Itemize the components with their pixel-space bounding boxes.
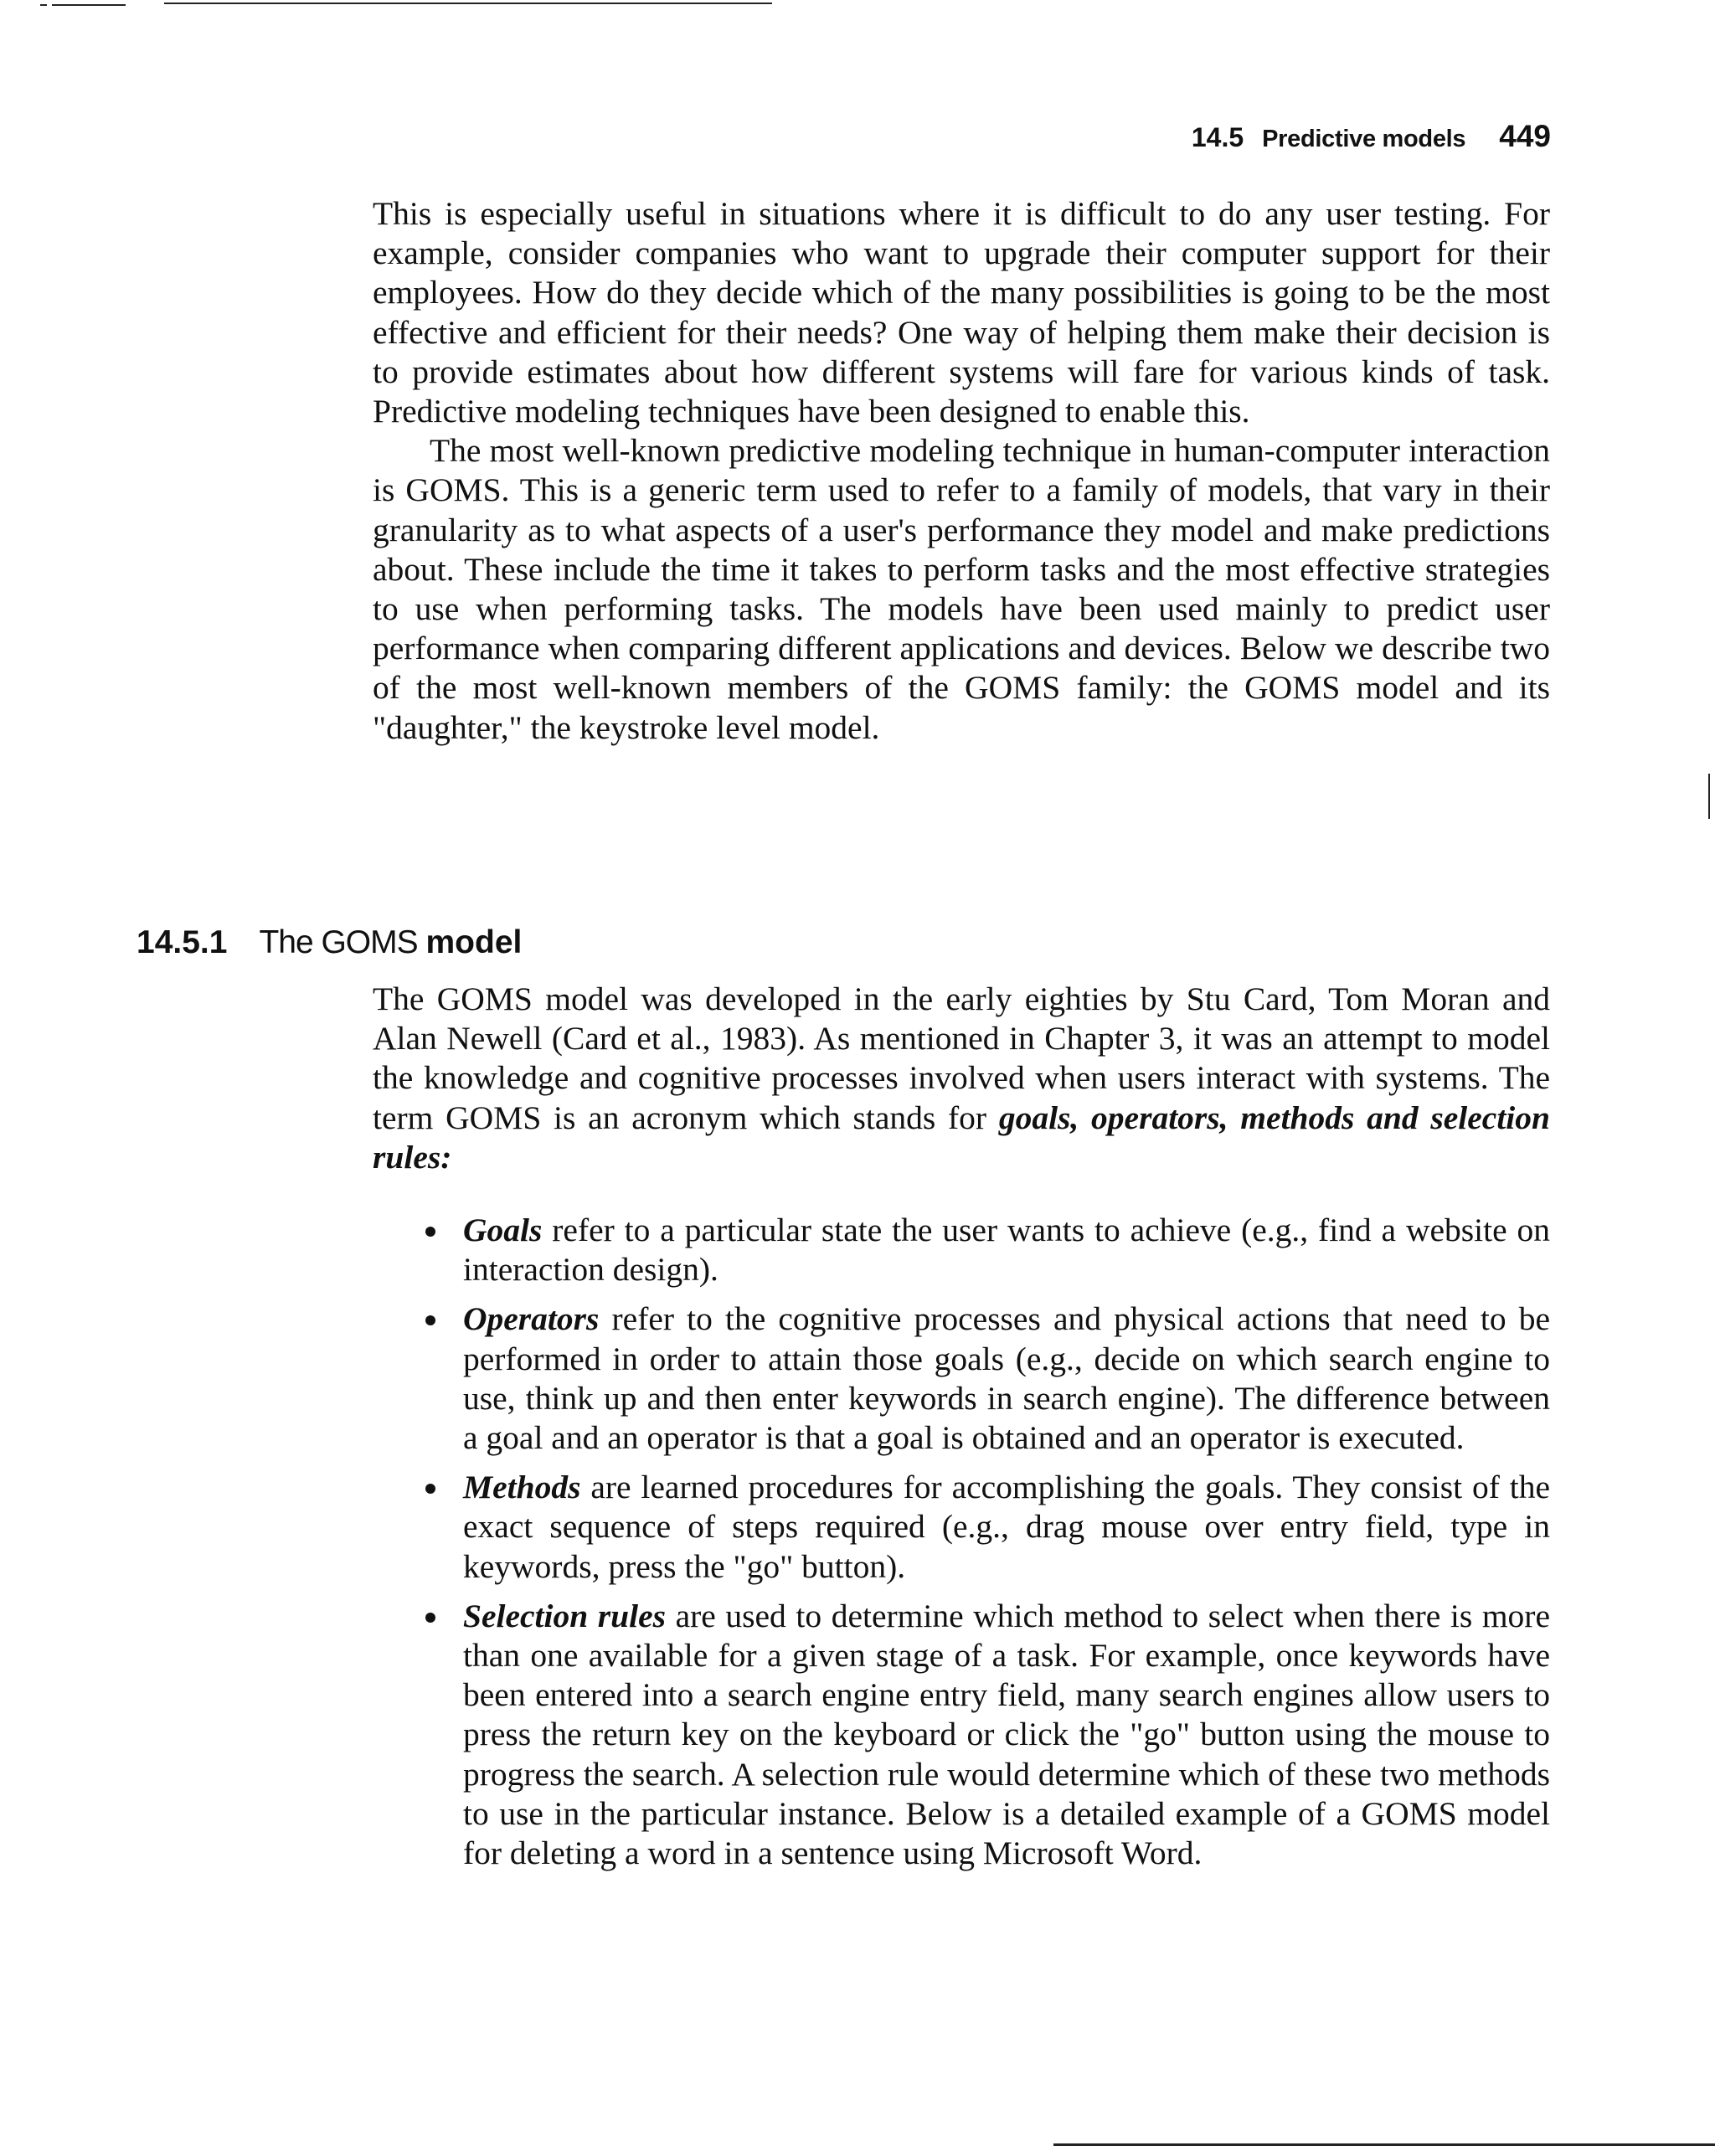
margin-change-bar [1708, 774, 1710, 819]
section-number: 14.5.1 [136, 924, 228, 960]
goms-paragraph-text: The GOMS model was developed in the early eighties by Stu Card, Tom Moran and Alan Newell (Card et al., 1983). As mentioned in Chapter 3, it was an attempt to model the knowledge and cognitive processes involved when users interact with systems. The term GOMS is an acronym which stands for [373, 980, 1550, 1136]
page-number: 449 [1499, 119, 1551, 153]
list-item-term: Goals [463, 1212, 543, 1248]
list-item-selection-rules [425, 1597, 1550, 1873]
bottom-rule [1053, 2143, 1715, 2146]
list-item-term: Operators [463, 1300, 600, 1338]
bullet-icon [425, 1613, 435, 1623]
goms-acronym-definition: goals, operators, methods and selection rules: [373, 1099, 1550, 1176]
bullet-icon [425, 1227, 435, 1237]
section-title-prefix: The GOMS [259, 924, 418, 960]
list-item-text: are learned procedures for accomplishing the goals. They consist of the exact sequence of steps required (e.g., drag mouse over entry field, type in keywords, press the "go" button). [463, 1469, 1550, 1585]
bullet-icon [425, 1484, 435, 1494]
intro-text [373, 194, 1550, 748]
list-item-term: Methods [463, 1469, 581, 1506]
goms-description [373, 980, 1550, 1177]
section-title [259, 924, 522, 960]
section-heading [136, 924, 522, 961]
bullet-icon [425, 1315, 435, 1325]
goms-paragraph [373, 980, 1550, 1177]
list-item-methods [425, 1468, 1550, 1587]
top-left-rule [52, 4, 126, 6]
running-head-section-number: 14.5 [1191, 122, 1244, 152]
list-item-operators [425, 1299, 1550, 1458]
list-item-term: Selection rules [463, 1597, 667, 1634]
intro-paragraph-2: The most well-known predictive modeling technique in human-computer interaction is GOMS. This is a generic term used to refer to a family of models, that vary in their granularity as to what aspects of a user's performance they model and make predictions about. These include the time it takes to perform tasks and the most effective strategies to use when performing tasks. The models have been used mainly to predict user performance when comparing different applications and devices. Below we describe two of the most well-known members of the GOMS family: the GOMS model and its "daughter," the keystroke level model. [373, 432, 1550, 746]
top-left-rule-tick [40, 4, 47, 6]
list-item-text: refer to the cognitive processes and physical actions that need to be performed in order to attain those goals (e.g., decide on which search engine to use, think up and then enter keywords in search engine). The difference between a goal and an operator is that a goal is obtained and an operator is executed. [463, 1300, 1550, 1457]
top-rule [164, 3, 772, 4]
goms-components-list [425, 1211, 1550, 1883]
list-item-text: refer to a particular state the user wants to achieve (e.g., find a website on interaction design). [463, 1212, 1550, 1289]
list-item-goals [425, 1211, 1550, 1289]
list-item-text: are used to determine which method to select when there is more than one available for a given stage of a task. For example, once keywords have been entered into a search engine entry field, many search engines allow users to press the return key on the keyboard or click the "go" button using the mouse to progress the search. A selection rule would determine which of these two methods to use in the particular instance. Below is a detailed example of a GOMS model for deleting a word in a sentence using Microsoft Word. [463, 1597, 1550, 1872]
intro-paragraph-1: This is especially useful in situations where it is difficult to do any user testing. For example, consider companies who want to upgrade their computer support for their employees. How do they decide which of the many possibilities is going to be the most effective and efficient for their needs? One way of helping them make their decision is to provide estimates about how different systems will fare for various kinds of task. Predictive modeling techniques have been designed to enable this. [373, 195, 1550, 430]
section-title-suffix: model [425, 924, 523, 960]
running-head-section-title: Predictive models [1262, 126, 1466, 152]
running-head [1192, 119, 1551, 154]
